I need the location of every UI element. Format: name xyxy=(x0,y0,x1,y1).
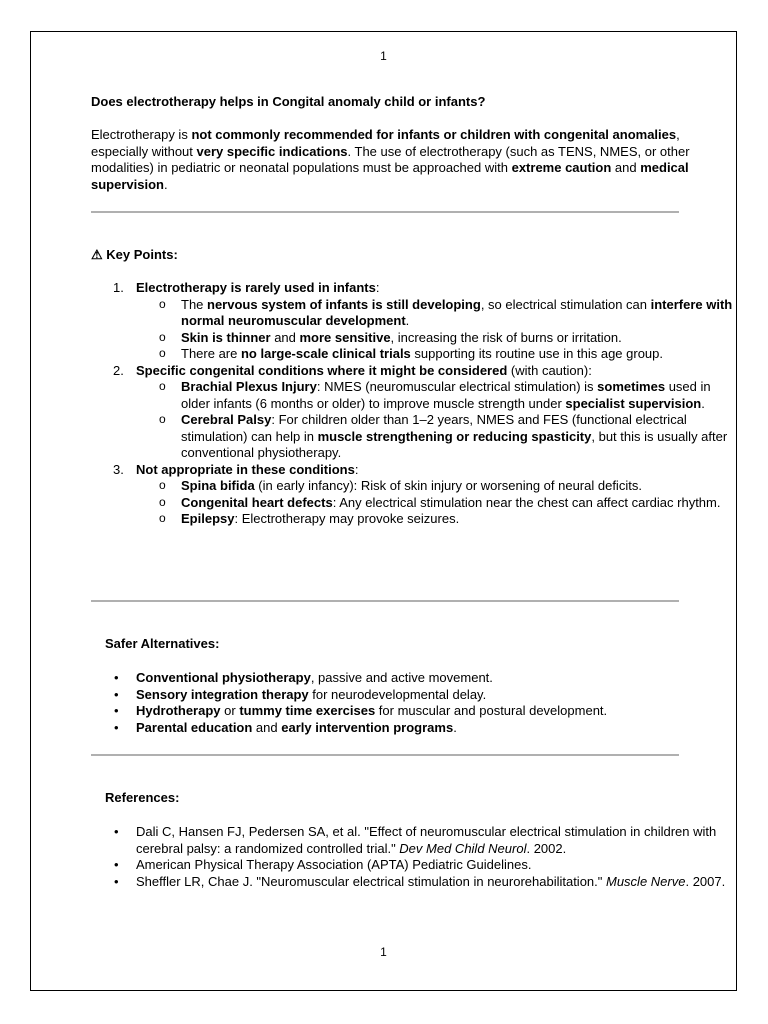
text-run: sometimes xyxy=(597,379,666,394)
text-run: , so electrical stimulation can xyxy=(480,296,651,312)
text-run: : Electrotherapy may provoke seizures. xyxy=(234,511,460,526)
text-run: , passive and active movement. xyxy=(310,670,493,685)
safer-alternatives-heading: Safer Alternatives: xyxy=(105,636,220,651)
text-run: Skin is thinner xyxy=(181,329,271,345)
text-run: There are xyxy=(181,346,241,361)
text-run: Electrotherapy is xyxy=(91,127,192,142)
text-run: . 2002. xyxy=(526,840,567,856)
text-run: medical supervision xyxy=(91,160,689,192)
text-run: not commonly recommended for infants or children with congenital anomalies xyxy=(191,127,677,142)
bullet-icon: • xyxy=(114,686,119,702)
text-run: , especially without xyxy=(91,127,680,159)
divider xyxy=(91,211,679,213)
text-run: : Any electrical stimulation near the chest can affect cardiac rhythm. xyxy=(332,494,721,510)
page-number-bottom: 1 xyxy=(380,945,387,959)
circle-bullet-icon: o xyxy=(159,379,166,393)
text-run: more sensitive xyxy=(299,329,391,345)
key-point-item xyxy=(113,362,736,462)
list-item xyxy=(114,703,736,720)
text-run: specialist supervision xyxy=(565,395,702,411)
text-run: extreme caution xyxy=(511,160,612,175)
list-item xyxy=(114,873,736,891)
key-point-item xyxy=(113,280,736,363)
sub-list xyxy=(136,297,736,363)
text-run: used in older infants (6 months or older) to improve muscle strength under xyxy=(181,379,711,411)
list-item xyxy=(114,670,736,687)
key-point-text xyxy=(136,363,592,378)
text-run: very specific indications xyxy=(196,143,348,159)
text-run: Dali C, Hansen FJ, Pedersen SA, et al. "Effect of neuromuscular electrical stimulation in children with cerebral palsy: a randomized controlled trial." xyxy=(136,824,717,856)
text-run: for neurodevelopmental delay. xyxy=(308,686,487,702)
text-run: Spina bifida xyxy=(181,478,255,493)
text-run: Sensory integration therapy xyxy=(136,686,309,702)
key-point-text xyxy=(136,462,358,477)
key-point-text xyxy=(136,280,379,295)
circle-bullet-icon: o xyxy=(159,494,166,509)
list-item xyxy=(114,686,736,704)
text-run: Sheffler LR, Chae J. "Neuromuscular electrical stimulation in neurorehabilitation." xyxy=(136,873,606,889)
text-run: Specific congenital conditions where it might be considered xyxy=(136,362,508,378)
text-run: , but this is usually after conventional physiotherapy. xyxy=(181,428,728,460)
text-run: . xyxy=(453,719,457,735)
text-run: . xyxy=(405,313,410,328)
list-item xyxy=(114,719,736,737)
intro-paragraph xyxy=(91,127,691,193)
circle-bullet-icon: o xyxy=(159,412,166,426)
document-title: Does electrotherapy helps in Congital anomaly child or infants? xyxy=(91,94,486,109)
list-item xyxy=(114,857,736,874)
bullet-icon: • xyxy=(114,670,119,685)
text-run: and xyxy=(270,329,300,345)
text-run: for muscular and postural development. xyxy=(375,703,608,718)
divider xyxy=(91,600,679,602)
document-page xyxy=(30,31,737,991)
text-run: . xyxy=(701,395,705,411)
sub-list-item xyxy=(159,296,736,330)
text-run: . The use of electrotherapy (such as TENS, NMES, or other modalities) in pediatric or neonatal populations must be approached with xyxy=(91,143,690,175)
text-run: . xyxy=(163,176,168,192)
list-number: 1. xyxy=(113,280,124,295)
sub-list-item xyxy=(159,379,736,412)
text-run: Muscle Nerve xyxy=(606,873,686,889)
text-run: : xyxy=(375,280,380,295)
sub-list-item xyxy=(159,478,736,495)
text-run: no large-scale clinical trials xyxy=(240,346,411,361)
text-run: , increasing the risk of burns or irritation. xyxy=(390,329,622,345)
text-run: Epilepsy xyxy=(181,511,235,526)
circle-bullet-icon: o xyxy=(159,478,166,492)
sub-list xyxy=(136,379,736,462)
key-point-item xyxy=(113,461,736,528)
references-list xyxy=(91,824,736,890)
text-run: interfere with normal neuromuscular development xyxy=(181,296,733,328)
text-run: nervous system of infants is still developing xyxy=(207,296,481,312)
text-run: : xyxy=(354,461,359,477)
list-item xyxy=(114,824,736,857)
text-run: muscle strengthening or reducing spasticity xyxy=(317,428,592,444)
bullet-icon: • xyxy=(114,824,119,839)
text-run: . 2007. xyxy=(685,873,726,889)
text-run: Not appropriate in these conditions xyxy=(136,461,355,477)
text-run: (with caution): xyxy=(507,362,592,378)
text-run: and xyxy=(611,160,641,175)
text-run: supporting its routine use in this age group. xyxy=(410,346,664,361)
sub-list-item xyxy=(159,494,736,512)
text-run: Hydrotherapy xyxy=(136,703,221,718)
bullet-icon: • xyxy=(114,719,119,735)
text-run: Congenital heart defects xyxy=(181,494,333,510)
sub-list-item xyxy=(159,346,736,363)
safer-alternatives-list xyxy=(91,670,736,736)
text-run: Brachial Plexus Injury xyxy=(181,379,317,394)
circle-bullet-icon: o xyxy=(159,346,166,360)
sub-list xyxy=(136,478,736,528)
text-run: tummy time exercises xyxy=(239,703,376,718)
text-run: Dev Med Child Neurol xyxy=(399,840,527,856)
text-run: American Physical Therapy Association (APTA) Pediatric Guidelines. xyxy=(136,857,532,872)
text-run: Parental education xyxy=(136,719,253,735)
text-run: Electrotherapy is rarely used in infants xyxy=(136,280,376,295)
bullet-icon: • xyxy=(114,703,119,718)
sub-list-item xyxy=(159,511,736,528)
circle-bullet-icon: o xyxy=(159,296,166,311)
text-run: (in early infancy): Risk of skin injury or worsening of neural deficits. xyxy=(254,478,642,493)
sub-list-item xyxy=(159,329,736,347)
divider xyxy=(91,754,679,756)
text-run: early intervention programs xyxy=(281,719,454,735)
references-heading: References: xyxy=(105,790,180,805)
text-run: Cerebral Palsy xyxy=(181,412,272,427)
key-points-list xyxy=(91,280,736,528)
text-run: : For children older than 1–2 years, NMES and FES (functional electrical stimulation) can help in xyxy=(181,412,687,444)
bullet-icon: • xyxy=(114,873,119,889)
circle-bullet-icon: o xyxy=(159,329,166,344)
list-number: 3. xyxy=(113,461,124,477)
circle-bullet-icon: o xyxy=(159,511,166,525)
text-run: : NMES (neuromuscular electrical stimulation) is xyxy=(316,379,598,394)
text-run: The xyxy=(181,296,208,312)
list-number: 2. xyxy=(113,362,124,378)
key-points-heading: ⚠ Key Points: xyxy=(91,247,178,262)
page-number-top: 1 xyxy=(380,49,387,63)
sub-list-item xyxy=(159,412,736,462)
bullet-icon: • xyxy=(114,857,119,872)
text-run: Conventional physiotherapy xyxy=(136,670,311,685)
text-run: or xyxy=(220,703,240,718)
text-run: and xyxy=(252,719,282,735)
